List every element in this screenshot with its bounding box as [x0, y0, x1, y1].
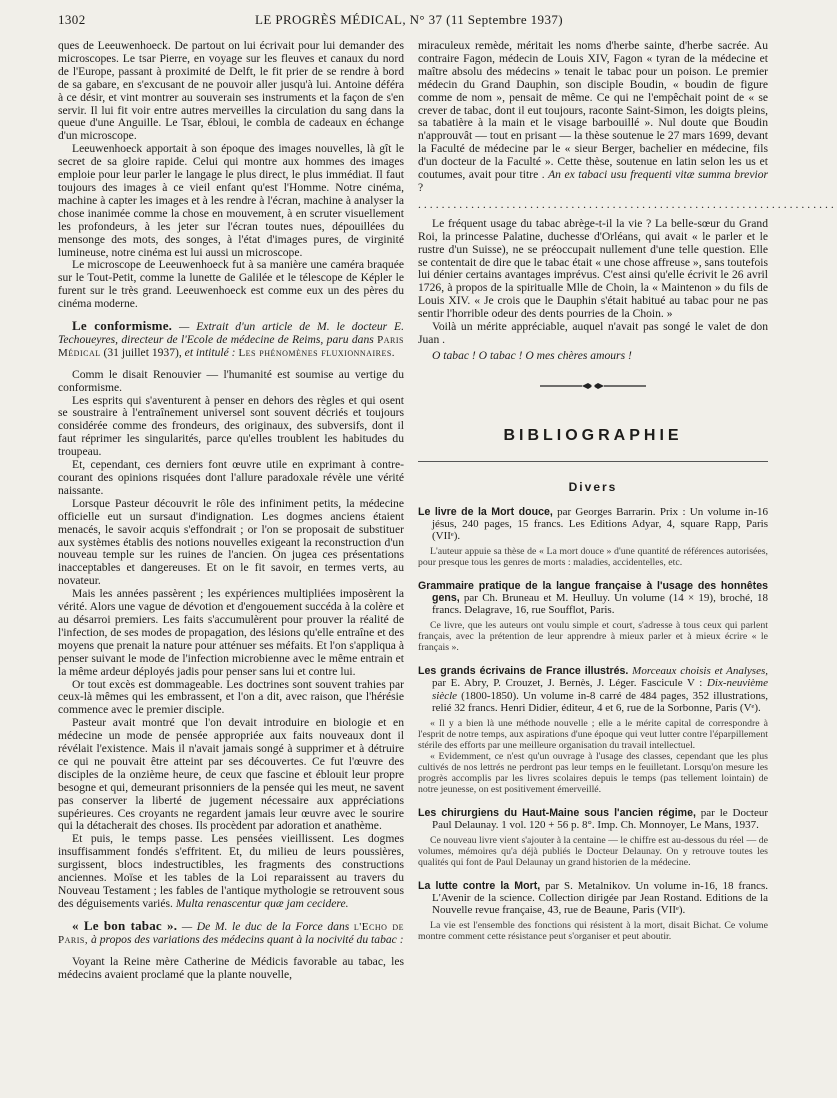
entry-reference: [418, 807, 768, 831]
paragraph: Et, cependant, ces derniers font œuvre utile en exprimant à contre-courant des opinions risquées dont l'allure paradoxale révèle une vérité naissante.: [58, 458, 404, 497]
entry-note: « Il y a bien là une méthode nouvelle ; elle a le mérite capital de correspondre à l'esprit de notre temps, aux aspirations d'une époque qui veut lutter contre l'éparpillement stérile des efforts par une meilleure organisation du travail intellectuel.: [418, 717, 768, 751]
bibliography-entry: [418, 580, 768, 653]
right-column: [418, 39, 837, 1088]
paragraph: Voyant la Reine mère Catherine de Médicis favorable au tabac, les médecins avaient proclamé que la plante nouvelle,: [58, 954, 404, 981]
paragraph: ques de Leeuwenhoeck. De partout on lui écrivait pour lui demander des microscopes. Le tsar Pierre, en voyage sur les fleuves et canaux du nord de l'Europe, passant à proximité de Delft, le fit prier de se rendre à bord de sa gabare, en s'excusant de ne pouvoir aller jusqu'à lui. Antoine déféra à ce désir, et vint montrer au souverain ses instruments et la façon de s'en servir. Il lui fit voir entre autres merveilles la circulation du sang dans la queue d'une Anguille. Le Tsar, ébloui, le combla de cadeaux en échange d'un microscope.: [58, 39, 404, 143]
section-title: « Le bon tabac ».: [72, 917, 178, 933]
entry-note: « Evidemment, ce n'est qu'un ouvrage à l'usage des classes, cependant que les plus cultivés de nos lettrés ne perdront pas leur temps en le feuilletant. Lorsqu'on mesure les progrès accomplis par les livres scolaires depuis le temps (pas tellement lointain) de notre jeunesse, on est positivement émerveillé.: [418, 750, 768, 795]
entry-details: par Ch. Bruneau et M. Heulluy. Un volume (14 × 19), broché, 18 francs. Delagrave, 16, rue Soufflot, Paris.: [432, 592, 768, 617]
section-tabac-head: [58, 917, 404, 947]
entry-reference: [418, 580, 768, 616]
entry-note: L'auteur appuie sa thèse de « La mort douce » d'une quantité de références autorisées, pour presque tous les genres de morts : maladies, accidentelles, etc.: [418, 546, 768, 569]
paragraph-text: Et puis, le temps passe. Les pensées vieillissent. Les dogmes insuffisamment fondés s'effritent. Et, du milieu de leurs poussières, surgissent, blocs indestructibles, les fragments des constructions anciennes. Moïse et les tables de la Loi reparaissent au travers du Nouveau Testament ; les fables de l'antique mythologie se retrouvent sous des déguisements variés.: [58, 832, 404, 910]
entry-note: Ce livre, que les auteurs ont voulu simple et court, s'adresse à tous ceux qui parlent français, avec la prétention de leur apprendre à mieux parler et à mieux écrire « le français ».: [418, 620, 768, 654]
paragraph: Les esprits qui s'aventurent à penser en dehors des règles et qui osent se soustraire à l'entraînement universel sont souvent décriés et toujours considérée comme des frondeurs, des originaux, des subversifs, dont il faut réprimer les singularités, parce qu'elles troublent les habitudes du troupeau.: [58, 393, 404, 459]
thesis-title: An ex tabaci usu frequenti vitæ summa brevior: [548, 168, 769, 182]
paragraph: Voilà un mérite appréciable, auquel n'avait pas songé le valet de don Juan .: [418, 320, 768, 346]
entry-reference: [418, 506, 768, 542]
entry-subtitle: Dix-neuvième siècle: [432, 677, 769, 702]
paragraph: Or tout excès est dommageable. Les doctrines sont souvent trahies par ceux-là mêmes qui les embrassent, et l'on a dit, avec raison, que l'hérésie commence avec le premier disciple.: [58, 677, 404, 717]
ellipsis-line: .......................................................................: [418, 197, 837, 211]
bibliography-entry: [418, 807, 768, 868]
ornamental-divider-icon: [418, 381, 768, 391]
section-conformisme-head: [58, 320, 404, 360]
paragraph: Leeuwenhoeck apportait à son époque des images nouvelles, là gît le secret de sa gloire rapide. Celui qui montre aux hommes des images emploie pour leur parler le langage le plus direct, le plus immédiat. Il faut toujours des images à ce vieil enfant qu'est l'Homme. Notre cinéma, machine à capter les images et à les rendre à l'écran, machine à analyser la chose inanimée comme la chose en mouvement, à en scruter visuellement les profondeurs, à les jeter sur l'écran toutes nues, dépouillées du mensonge des mots, des songes, à l'état d'images pures, de virginité lumineuse, notre cinéma est lui aussi un microscope.: [58, 142, 404, 259]
bibliography-title: BIBLIOGRAPHIE: [503, 426, 683, 444]
paragraph: Le microscope de Leeuwenhoeck fut à sa manière une caméra braquée sur le Tout-Petit, comme la lunette de Galilée et le télescope de Képler le furent sur le très grand. Leeuwenhoeck est comme eux un des pères du cinéma moderne.: [58, 258, 404, 311]
paragraph-text: miraculeux remède, méritait les noms d'herbe sainte, d'herbe sacrée. Au contraire Fagon, médecin de Louis XIV, Fagon « tyran de la médecine et maître absolu des médecins » tenait le tabac pour un poison. Le premier médecin du Grand Dauphin, son disciple Boudin, « boudin de figure comme de nom », pensait de même. Ce qui ne l'empêchait point de « se crever de tabac, dont il eut toujours, raconte Saint-Simon, les doigts pleins, sa tabatière à la main et le visage barbouillé ». Nul doute que Boudin n'approuvât — tout en prisant — la thèse soutenue le 27 mars 1699, devant la Faculté de médecine par le « sieur Berger, bachelier en médecine, fils d'un docteur de la Faculté ». Cette thèse, soutenue en latin selon les us et coutumes, avait pour titre .: [418, 39, 768, 182]
journal-name: Paris Médical: [58, 333, 404, 359]
entry-details: par E. Abry, P. Crouzet, J. Bernès, J. Léger. Fascicule V :: [432, 677, 703, 690]
page-number: 1302: [58, 12, 86, 27]
paragraph: Le fréquent usage du tabac abrège-t-il la vie ? La belle-sœur du Grand Roi, la princesse Palatine, duchesse d'Orléans, qui avait « le parler et le rustre d'un Suisse), ne se préoccupait nullement d'une telle question. Elle se contentait de dire que le tabac était « une chose affreuse », sans toutefois lui dénier certains avantages imprévus. C'est ainsi qu'elle écrivit le 26 avril 1726, à propos de la spiritualle Mlle de Choin, la « Maintenon » du fils de Louis XIV. « Je crois que le Dauphin s'était habitué au tabac pour ne pas sentir l'horrible odeur des dents pourries de la Choin. »: [418, 216, 768, 321]
paragraph: Comm le disait Renouvier — l'humanité est soumise au vertige du conformisme.: [58, 367, 404, 394]
page-header: [58, 12, 760, 30]
entry-note: Ce nouveau livre vient s'ajouter à la centaine — le chiffre est au-dessous du réel — de volumes, mémoires qu'a déjà publiés le Docteur Delaunay. On y retrouve toutes les qualités qui font de Paul Delaunay un grand historien de la médecine.: [418, 834, 768, 868]
bibliography-entry: [418, 665, 768, 794]
paragraph: [58, 833, 404, 910]
divider-rule: [418, 461, 768, 462]
bibliography-entry: [418, 506, 768, 568]
left-column: [58, 40, 404, 1088]
entry-title: Le livre de la Mort douce,: [418, 505, 553, 518]
latin-quote: Multa renascentur quæ jam cecidere.: [175, 896, 349, 910]
paragraph: Mais les années passèrent ; les expériences multipliées imposèrent la vérité. Alors une vague de dévotion et d'engouement succéda à la colère et au désarroi premiers. Les faits s'accumulèrent pour prouver la réalité de l'infection, de ses modes de propagation, des lésions qu'elle entraîne et des moyens que prenait la nature pour atténuer ses méfaits. Et l'on s'appliqua à penser suivant le mode de l'infection microbienne avec le même entrain et la même ardeur déployés jadis pour penser sans lui et contre lui.: [58, 587, 404, 678]
paragraph: [418, 40, 768, 195]
article-title: Les phénomènes fluxionnaires.: [238, 346, 396, 359]
intro-text: à propos des variations des médecins quant à la nocivité du tabac :: [91, 932, 404, 946]
date-text: (31 juillet 1937),: [103, 345, 182, 359]
section-title: Le conformisme.: [72, 318, 173, 334]
entry-title: La lutte contre la Mort,: [418, 879, 541, 892]
divers-title: Divers: [568, 479, 618, 494]
section-intro: — De M. le duc de la Force dans: [181, 919, 350, 933]
entry-title: Les chirurgiens du Haut-Maine sous l'ancien régime,: [418, 806, 696, 819]
section-intro: — Extrait d'un article de M. le docteur E. Techoueyres, directeur de l'Ecole de médecine de Reims, paru dans: [58, 320, 405, 346]
entry-subtitle: Morceaux choisis et Analyses,: [632, 665, 769, 678]
bibliography-entry: [418, 880, 768, 942]
intro-text: et intitulé :: [184, 345, 236, 359]
entry-title: Les grands écrivains de France illustrés.: [418, 665, 629, 678]
entry-reference: [418, 665, 768, 713]
entry-details: par le Docteur Paul Delaunay. 1 vol. 120 + 56 p. 8°. Imp. Ch. Monnoyer, Le Mans, 1937.: [432, 806, 768, 831]
entry-details: par S. Metalnikov. Un volume in-16, 18 francs. L'Avenir de la science. Collection dirigée par Jean Rostand. Editions de la Nouvelle revue française, 43, rue de Beaune, Paris (VIIᵉ).: [432, 879, 768, 917]
closing-quote: O tabac ! O tabac ! O mes chères amours !: [432, 348, 632, 362]
running-title: LE PROGRÈS MÉDICAL, N° 37 (11 Septembre 1937): [255, 12, 563, 27]
entry-details: par Georges Barrarin. Prix : Un volume in-16 jésus, 240 pages, 15 francs. Les Editions Adyar, 4, square Rapp, Paris (VIIᵉ).: [432, 505, 769, 542]
entry-details: (1800-1850). Un volume in-8 carré de 484 pages, 352 illustrations, relié 32 francs. Henri Didier, éditeur, 4 et 6, rue de la Sorbonne, Paris (Vᵉ).: [432, 689, 768, 714]
paragraph: Pasteur avait montré que l'on devait introduire en biologie et en médecine un mode de pensée appropriée aux faits nouveaux dont il révélait l'existence. Mais il n'avait jamais songé à supprimer et à détruire ce qui ne pouvait être atteint par ses découvertes. Ce fut l'œuvre des disciples de la onzième heure, de ceux que fascine et éblouit leur propre besogne et qui, demeurant prisonniers de la pensée qui les meut, ne savent pas conserver la liberté de jugement nécessaire aux appréciations supérieures. Ces croyants ne regardent jamais leur œuvre avec le sourire qui la détacherait des choses. Ils procèdent par adoration et anathème.: [58, 716, 404, 833]
journal-name: l'Echo de Paris,: [58, 920, 404, 946]
punctuation: ?: [418, 180, 424, 194]
paragraph: Lorsque Pasteur découvrit le rôle des infiniment petits, la médecine officielle eut un sursaut d'indignation. Les dogmes anciens étaient menacés, le savoir acquis s'effondrait ; or l'on se proposait de substituer aux systèmes établis des notions nouvelles exigeant la reconstruction d'un nouveau temple sur les ruines de l'ancien. On jugea ces présentations inacceptables et dangereuses. Et on le fit savoir, en termes verts, au novateur.: [58, 496, 404, 588]
entry-title: Grammaire pratique de la langue française à l'usage des honnêtes gens,: [418, 580, 768, 605]
entry-reference: [418, 880, 768, 916]
entry-note: La vie est l'ensemble des fonctions qui résistent à la mort, disait Bichat. Ce volume montre comment cette résistance peut s'organiser et peut aboutir.: [418, 920, 768, 943]
